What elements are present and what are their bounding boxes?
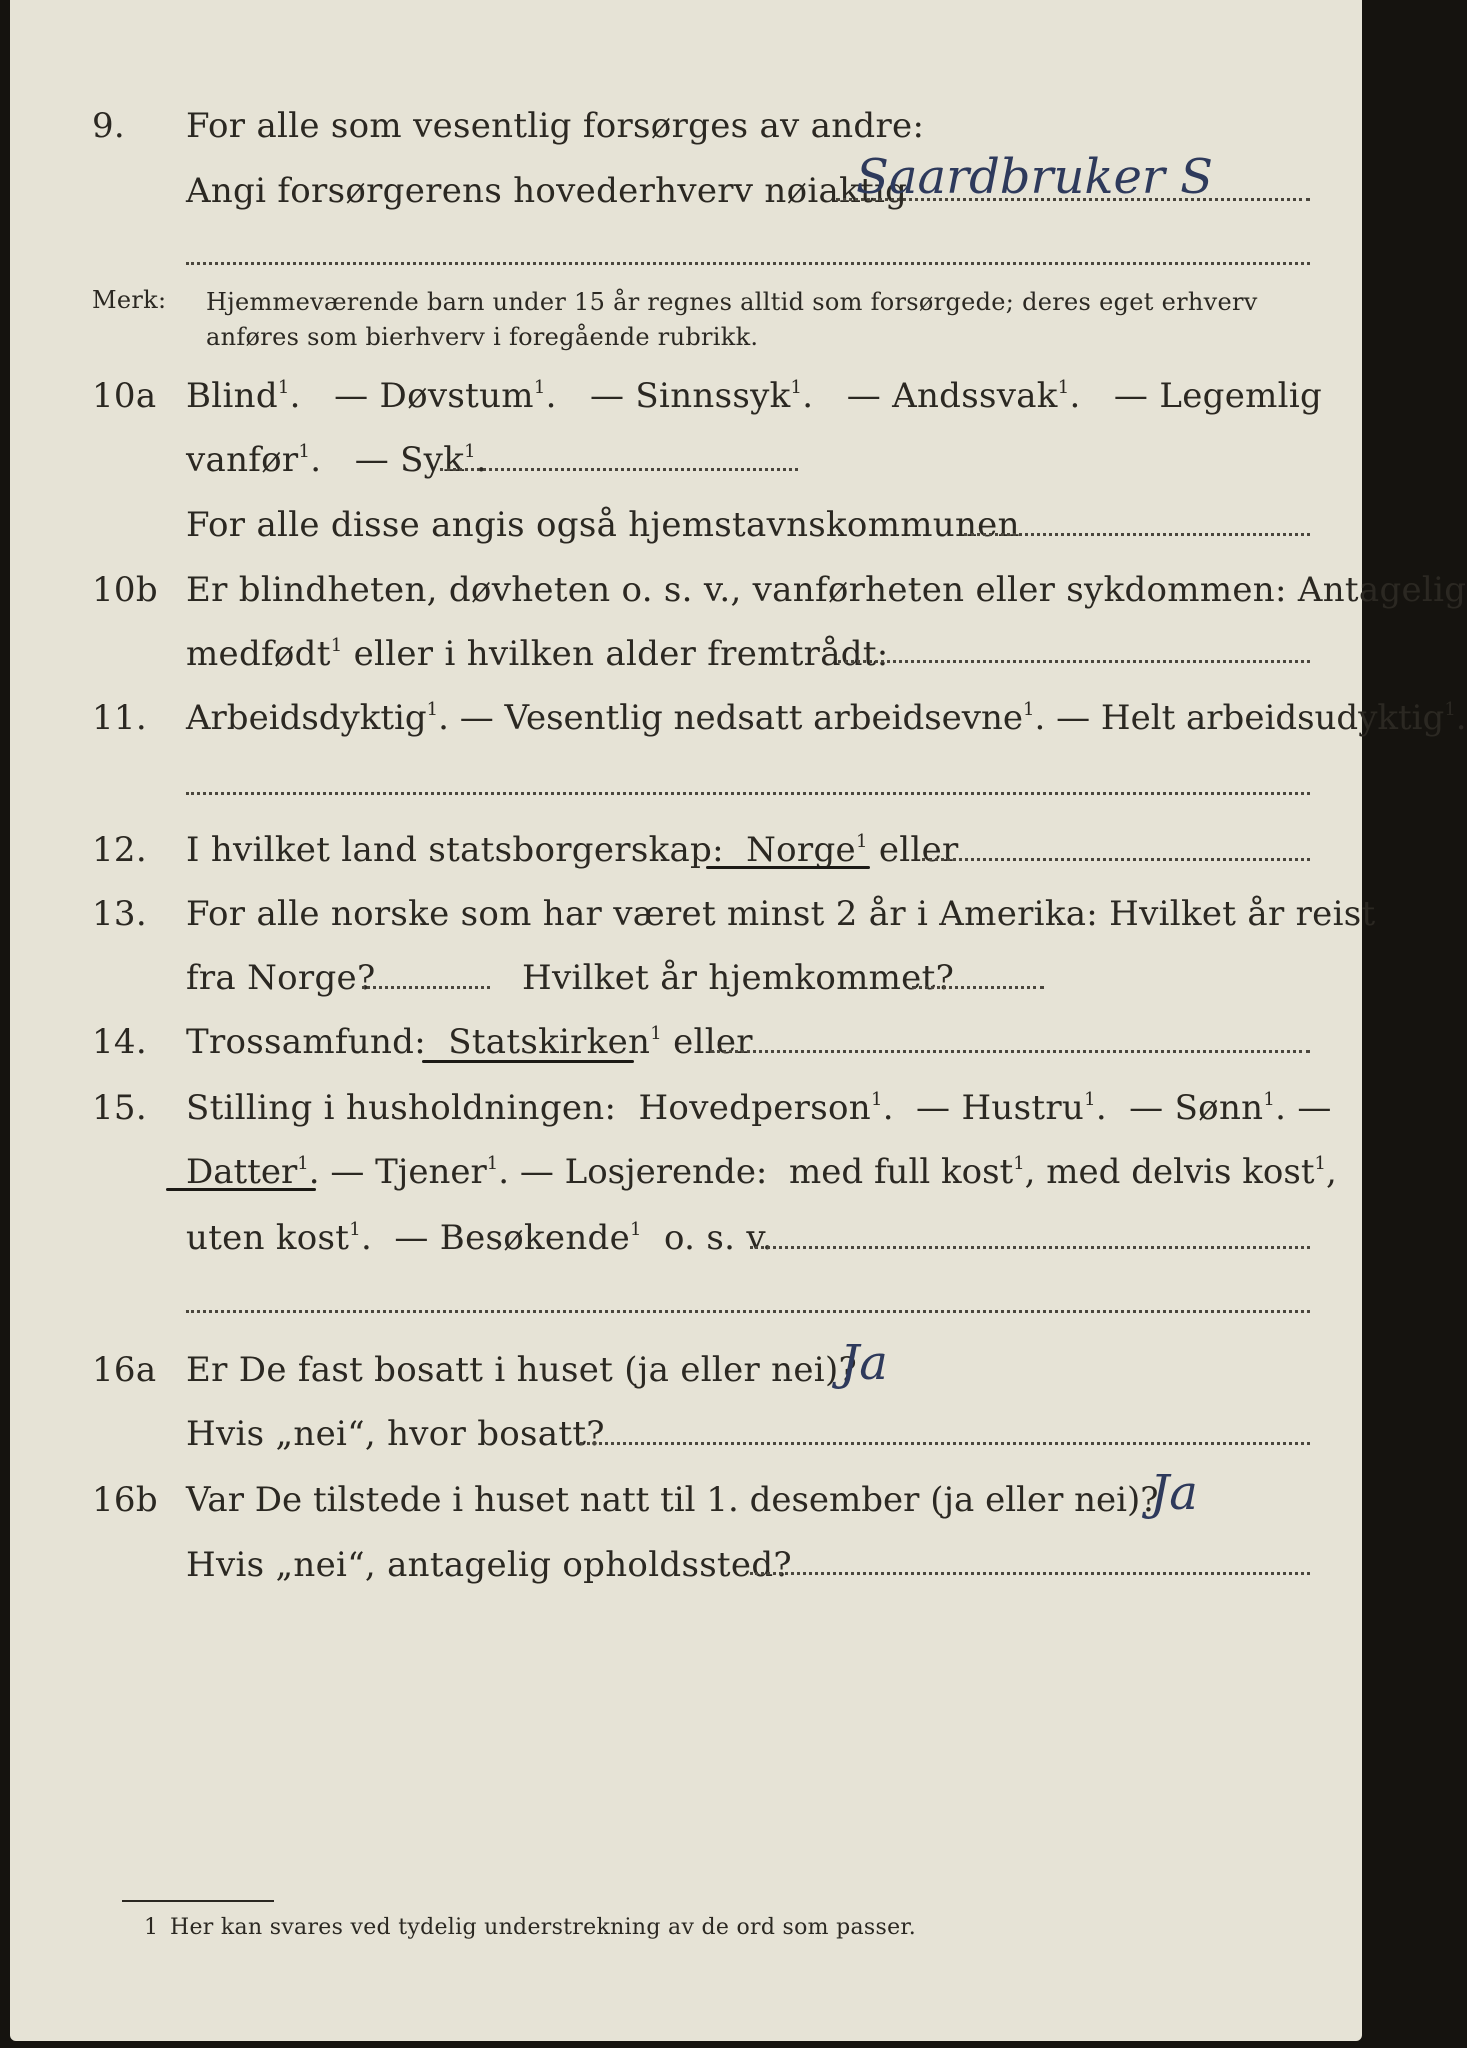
q16a-answer-line [580, 1442, 1310, 1445]
q10a-line3: For alle disse angis også hjemstavnskommunen [186, 505, 1020, 545]
footnote-text: Her kan svares ved tydelig understrekning av de ord som passer. [170, 1915, 917, 1940]
q10a-syk-line [440, 468, 798, 471]
q11-line1: Arbeidsdyktig$^1$. — Vesentlig nedsatt arbeidsevne$^1$. — Helt arbeidsudyktig$^1$. [186, 698, 1467, 738]
q13-number: 13. [92, 894, 147, 934]
q15-line1: Stilling i husholdningen: Hovedperson$^1$. — Hustru$^1$. — Sønn$^1$. — [186, 1088, 1332, 1128]
q10a-kommune-line [964, 533, 1310, 536]
q9-extra-line [186, 262, 1310, 265]
footnote-rule [122, 1900, 274, 1902]
q15-number: 15. [92, 1088, 147, 1128]
q12-underline-norge [706, 866, 870, 869]
q10b-line1: Er blindheten, døvheten o. s. v., vanførheten eller sykdommen: Antagelig [186, 570, 1467, 610]
q14-underline-statskirken [422, 1060, 634, 1063]
q15-extra-line [186, 1310, 1310, 1313]
q10a-number: 10a [92, 376, 157, 416]
q12-line: I hvilket land statsborgerskap: Norge$^1$ eller [186, 830, 959, 870]
q15-underline-datter [166, 1188, 316, 1191]
q13-reist-line [362, 986, 490, 989]
q16a-handwritten-answer: Ja [840, 1335, 888, 1391]
q16a-number: 16a [92, 1350, 157, 1390]
q16b-handwritten-answer: Ja [1150, 1465, 1198, 1521]
q16b-line1: Var De tilstede i huset natt til 1. desember (ja eller nei)? [186, 1480, 1159, 1520]
q10a-line2: vanfør$^1$. — Syk$^1$. [186, 440, 487, 480]
q14-line: Trossamfund: Statskirken$^1$ eller [186, 1022, 753, 1062]
q15-line3: uten kost$^1$. — Besøkende$^1$ o. s. v. [186, 1218, 773, 1258]
q16a-line1: Er De fast bosatt i huset (ja eller nei)? [186, 1350, 858, 1390]
q10b-line2: medfødt$^1$ eller i hvilken alder fremtrådt: [186, 634, 889, 674]
q13-hjemkommet-line [912, 986, 1044, 989]
q11-number: 11. [92, 698, 147, 738]
q14-answer-line [710, 1050, 1310, 1053]
q13-line2b: Hvilket år hjemkommet? [522, 958, 955, 998]
q13-line1: For alle norske som har været minst 2 år i Amerika: Hvilket år reist [186, 894, 1376, 934]
footnote-mark: 1 [144, 1915, 159, 1940]
q16b-line2: Hvis „nei“, antagelig opholdssted? [186, 1545, 792, 1585]
q15-answer-line [750, 1246, 1310, 1249]
q10b-number: 10b [92, 570, 158, 610]
merk-line2: anføres som bierhverv i foregående rubrikk. [206, 323, 759, 351]
q9-handwritten-answer: Saardbruker S [856, 149, 1213, 205]
q15-line2: Datter$^1$. — Tjener$^1$. — Losjerende: med full kost$^1$, med delvis kost$^1$, [186, 1152, 1337, 1192]
q12-answer-line [922, 858, 1310, 861]
merk-line1: Hjemmeværende barn under 15 år regnes alltid som forsørgede; deres eget erhverv [206, 288, 1258, 316]
q14-number: 14. [92, 1022, 147, 1062]
q13-line2a: fra Norge? [186, 958, 376, 998]
census-form-page [10, 0, 1467, 2041]
merk-label: Merk: [92, 286, 167, 314]
q16b-answer-line [750, 1572, 1310, 1575]
q9-number: 9. [92, 106, 126, 146]
q9-line1: For alle som vesentlig forsørges av andre: [186, 106, 925, 146]
q12-number: 12. [92, 830, 147, 870]
q16a-line2: Hvis „nei“, hvor bosatt? [186, 1414, 605, 1454]
q11-answer-line [186, 792, 1310, 795]
q16b-number: 16b [92, 1480, 158, 1520]
q9-line2: Angi forsørgerens hovederhverv nøiaktig [186, 171, 908, 211]
q10a-line1: Blind$^1$. — Døvstum$^1$. — Sinnssyk$^1$. — Andssvak$^1$. — Legemlig [186, 376, 1323, 416]
q10b-answer-line [838, 660, 1310, 663]
